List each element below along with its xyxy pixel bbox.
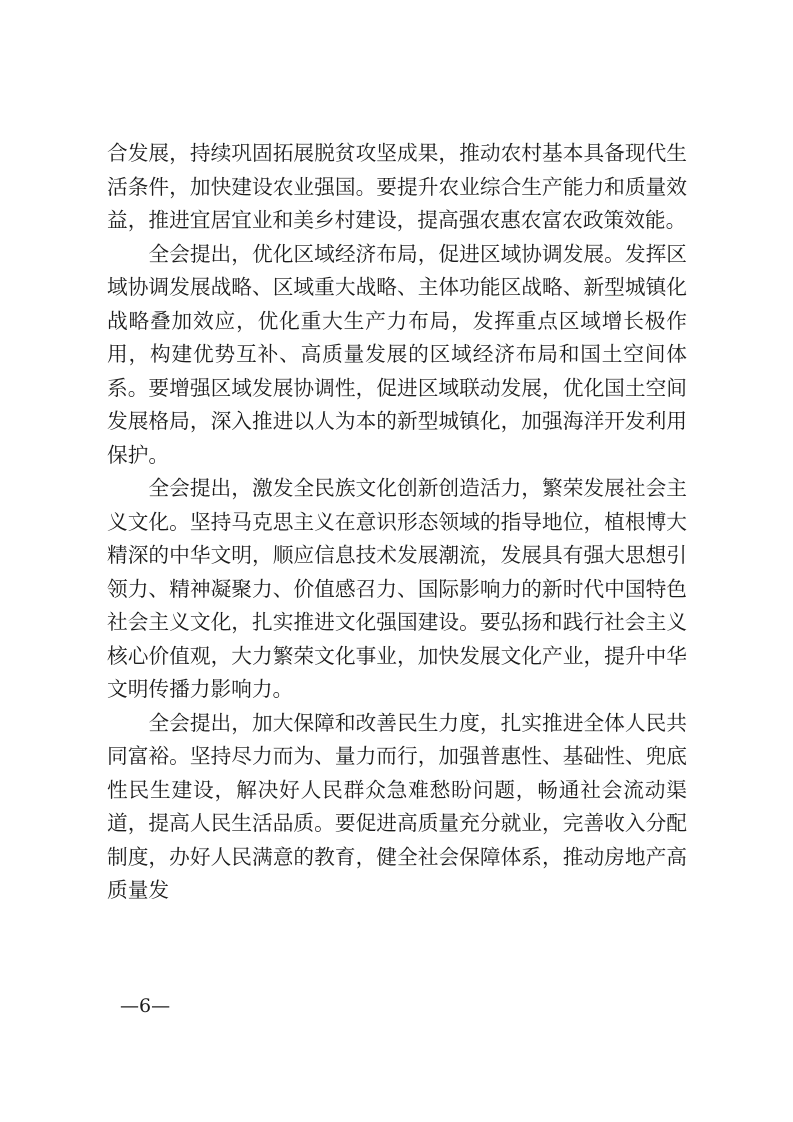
paragraph-culture: 全会提出，激发全民族文化创新创造活力，繁荣发展社会主义文化。坚持马克思主义在意识形态领域的指导地位，植根博大精深的中华文明，顺应信息技术发展潮流，发展具有强大思想引领力、精神凝聚力、价值感召力、国际影响力的新时代中国特色社会主义文化，扎实推进文化强国建设。要弘扬和践行社会主义核心价值观，大力繁荣文化事业，加快发展文化产业，提升中华文明传播力影响力。 [107, 476, 687, 701]
body-text [107, 137, 687, 908]
paragraph-regional-development: 全会提出，优化区域经济布局，促进区域协调发展。发挥区域协调发展战略、区域重大战略、主体功能区战略、新型城镇化战略叠加效应，优化重大生产力布局，发挥重点区域增长极作用，构建优势互补、高质量发展的区域经济布局和国土空间体系。要增强区域发展协调性，促进区域联动发展，优化国土空间发展格局，深入推进以人为本的新型城镇化，加强海洋开发利用保护。 [107, 241, 687, 467]
paragraph-livelihood: 全会提出，加大保障和改善民生力度，扎实推进全体人民共同富裕。坚持尽力而为、量力而行，加强普惠性、基础性、兜底性民生建设，解决好人民群众急难愁盼问题，畅通社会流动渠道，提高人民生活品质。要促进高质量充分就业，完善收入分配制度，办好人民满意的教育，健全社会保障体系，推动房地产高质量发 [107, 710, 687, 902]
paragraph-continuation: 合发展，持续巩固拓展脱贫攻坚成果，推动农村基本具备现代生活条件，加快建设农业强国。要提升农业综合生产能力和质量效益，推进宜居宜业和美乡村建设，提高强农惠农富农政策效能。 [107, 141, 687, 232]
page-number: —6— [120, 995, 171, 1017]
